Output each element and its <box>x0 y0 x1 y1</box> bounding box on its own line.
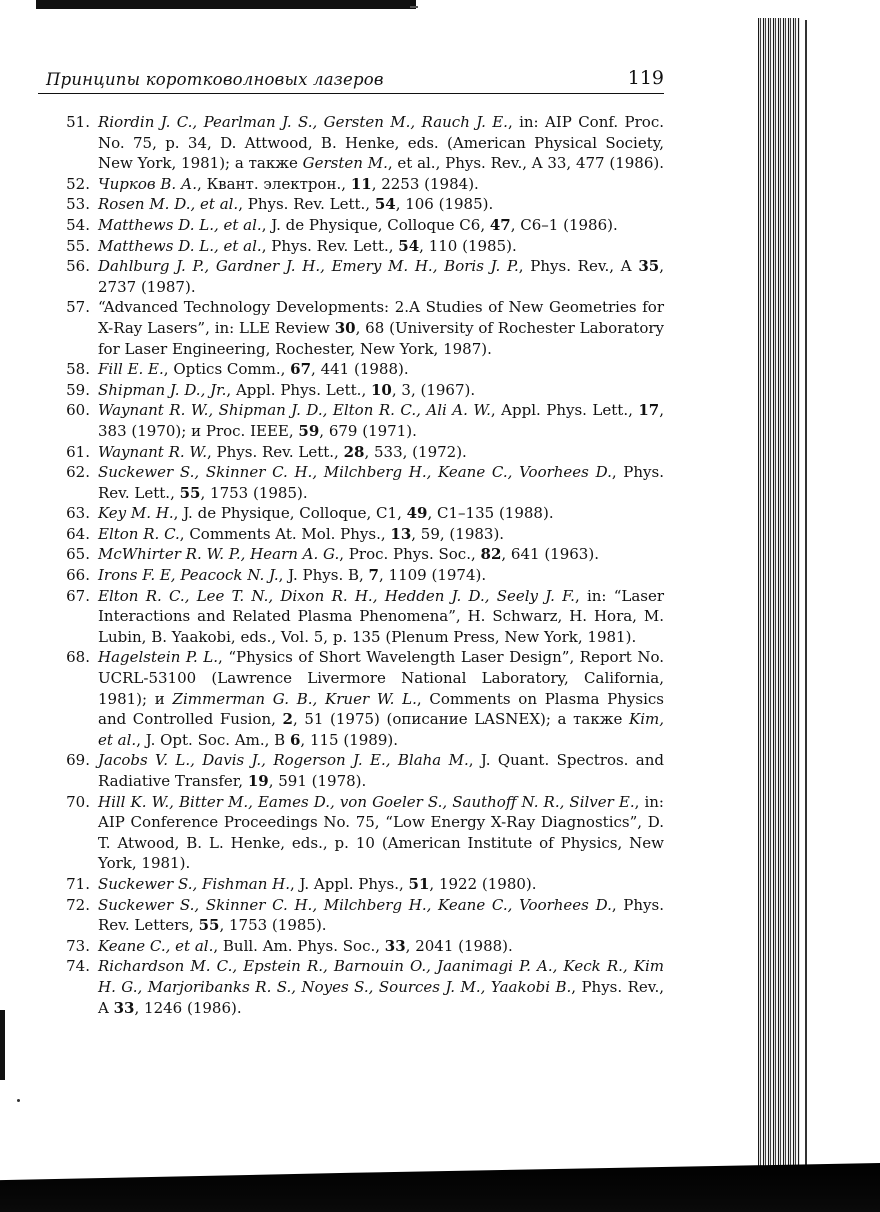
scan-top-shadow <box>36 0 416 9</box>
reference-item <box>58 194 664 215</box>
reference-item <box>58 524 664 545</box>
reference-number: 56. <box>66 257 90 276</box>
reference-authors: Jacobs V. L., Davis J., Rogerson J. E., Blaha M. <box>98 751 469 770</box>
reference-item <box>58 750 664 791</box>
reference-text: , in: AIP Conf. Proc. No. 75, p. 34, D. Attwood, B. Henke, eds. (American Physical Society, New York, 1981); а также <box>98 113 664 173</box>
reference-text: , 1922 (1980). <box>429 874 537 893</box>
reference-authors: Zimmerman G. B., Kruer W. L. <box>172 689 417 708</box>
running-header <box>38 65 664 94</box>
reference-authors: Dahlburg J. P., Gardner J. H., Emery M. H., Boris J. P. <box>98 257 519 276</box>
reference-number: 65. <box>66 545 90 564</box>
reference-item <box>58 503 664 524</box>
reference-text: , J. Appl. Phys., <box>290 874 409 893</box>
reference-authors: Richardson M. C., Epstein R., Barnouin O., Jaanimagi P. A., Keck R., Kim H. G., Marjoribanks R. S., Noyes S., Sources J. M., Yaakobi B. <box>98 957 664 996</box>
reference-authors: Shipman J. D., Jr. <box>98 380 227 399</box>
reference-authors: Waynant R. W. <box>98 442 207 461</box>
reference-volume: 55 <box>198 916 220 935</box>
reference-number: 60. <box>66 401 90 420</box>
reference-text: , 59, (1983). <box>411 524 505 543</box>
reference-number: 72. <box>66 895 90 914</box>
reference-item <box>58 359 664 380</box>
reference-text: , Phys. Rev. Letters, <box>98 895 664 935</box>
reference-item <box>58 236 664 257</box>
running-title: Принципы коротковолновых лазеров <box>46 70 384 89</box>
reference-authors: Key M. H. <box>98 504 174 523</box>
reference-authors: Kim, et al. <box>98 710 664 749</box>
reference-item <box>58 565 664 586</box>
reference-item <box>58 380 664 401</box>
reference-number: 61. <box>66 442 90 461</box>
reference-volume: 51 <box>408 874 430 893</box>
reference-text: , 679 (1971). <box>319 421 417 440</box>
reference-item <box>58 544 664 565</box>
reference-item <box>58 936 664 957</box>
reference-number: 55. <box>66 236 90 255</box>
reference-text: , 441 (1988). <box>311 360 409 379</box>
scan-speck <box>17 1099 20 1102</box>
reference-text: , 591 (1978). <box>268 772 367 790</box>
reference-authors: Rosen M. D., et al. <box>98 195 239 214</box>
reference-text: , Proc. Phys. Soc., <box>339 545 481 564</box>
reference-volume: 7 <box>368 566 379 585</box>
reference-text: , J. Opt. Soc. Am., B <box>136 730 290 749</box>
reference-volume: 28 <box>343 442 365 461</box>
reference-item <box>58 112 664 174</box>
reference-number: 51. <box>66 113 90 131</box>
reference-authors: Suckewer S., Skinner C. H., Milchberg H., Keane C., Voorhees D. <box>98 895 612 914</box>
reference-item <box>58 874 664 895</box>
reference-volume: 17 <box>638 401 660 420</box>
reference-number: 70. <box>66 792 90 811</box>
reference-text: , 533, (1972). <box>364 442 467 461</box>
reference-item <box>58 256 664 297</box>
reference-text: , Phys. Rev., A <box>518 257 639 276</box>
reference-text: , 115 (1989). <box>300 730 398 749</box>
reference-text: , “Physics of Short Wavelength Laser Design”, Report No. UCRL-53100 (Lawrence Livermore National Laboratory, California, 1981); и <box>98 648 665 708</box>
scan-bottom-shadow <box>0 1163 880 1212</box>
reference-number: 66. <box>66 566 90 585</box>
reference-volume: 54 <box>398 236 420 255</box>
reference-authors: Hill K. W., Bitter M., Eames D., von Goeler S., Sauthoff N. R., Silver E. <box>98 792 635 811</box>
reference-text: “Advanced Technology Developments: 2.A Studies of New Geometries for X-Ray Lasers”, in: LLE Review <box>98 298 664 337</box>
reference-number: 69. <box>66 751 90 770</box>
reference-text: , Phys. Rev. Lett., <box>98 463 664 502</box>
scan-page-edge-stripes <box>758 18 800 1173</box>
reference-number: 73. <box>66 936 90 955</box>
reference-text: , J. Phys. B, <box>278 566 369 585</box>
reference-number: 58. <box>66 360 90 379</box>
reference-authors: Matthews D. L., et al. <box>98 215 262 234</box>
reference-text: , 3, (1967). <box>391 380 476 399</box>
reference-authors: Elton R. C., Lee T. N., Dixon R. H., Hedden J. D., Seely J. F. <box>98 586 575 605</box>
reference-volume: 33 <box>113 998 135 1017</box>
reference-number: 64. <box>66 524 90 543</box>
reference-authors: McWhirter R. W. P., Hearn A. G. <box>98 545 340 564</box>
reference-volume: 33 <box>384 936 406 955</box>
reference-volume: 6 <box>289 730 301 749</box>
reference-text: , Phys. Rev. Lett., <box>238 195 375 214</box>
reference-volume: 2 <box>282 710 293 729</box>
scan-top-line <box>410 6 418 8</box>
reference-authors: Hagelstein P. L. <box>98 648 219 667</box>
reference-text: , Квант. электрон., <box>197 174 351 193</box>
reference-volume: 82 <box>480 545 502 564</box>
reference-item <box>58 442 664 463</box>
reference-authors: Elton R. C. <box>98 524 180 543</box>
reference-text: , Appl. Phys. Lett., <box>226 380 371 399</box>
reference-volume: 55 <box>179 483 201 502</box>
reference-text: , Bull. Am. Phys. Soc., <box>213 936 385 955</box>
reference-volume: 67 <box>290 360 312 379</box>
reference-text: , 2253 (1984). <box>371 174 479 193</box>
reference-volume: 19 <box>247 772 269 790</box>
reference-volume: 30 <box>334 318 356 337</box>
reference-text: , et al., Phys. Rev., A 33, 477 (1986). <box>387 154 665 173</box>
reference-item <box>58 792 664 874</box>
reference-number: 62. <box>66 463 90 482</box>
reference-text: , C6–1 (1986). <box>510 215 618 234</box>
reference-text: , Phys. Rev. Lett., <box>261 236 399 255</box>
reference-text: , Phys. Rev. Lett., <box>206 442 344 461</box>
reference-text: , 1753 (1985). <box>219 916 327 935</box>
page-number: 119 <box>627 67 664 89</box>
reference-volume: 11 <box>350 174 372 193</box>
reference-text: , J. de Physique, Colloque C6, <box>261 215 490 234</box>
reference-item <box>58 462 664 503</box>
reference-number: 71. <box>66 874 90 893</box>
reference-item <box>58 215 664 236</box>
reference-text: , in: “Laser Interactions and Related Plasma Phenomena”, H. Schwarz, H. Hora, M. Lubin, B. Yaakobi, eds., Vol. 5, p. 135 (Plenum Press, New York, 1981). <box>98 586 665 646</box>
reference-authors: Чирков В. А. <box>98 174 198 193</box>
reference-text: , 1246 (1986). <box>134 998 242 1017</box>
reference-authors: Riordin J. C., Pearlman J. S., Gersten M., Rauch J. E. <box>98 113 508 131</box>
reference-text: , 383 (1970); и Proc. IEEE, <box>98 401 664 440</box>
reference-text: , J. Quant. Spectros. and Radiative Transfer, <box>98 751 665 790</box>
reference-authors: Irons F. E, Peacock N. J. <box>98 566 279 585</box>
reference-list <box>58 112 664 1018</box>
reference-text: , 68 (University of Rochester Laboratory for Laser Engineering, Rochester, New York, 1987). <box>98 318 665 358</box>
reference-text: , 2737 (1987). <box>98 257 664 296</box>
reference-text: , C1–135 (1988). <box>427 504 554 523</box>
reference-text: , 2041 (1988). <box>405 936 513 955</box>
reference-text: , 641 (1963). <box>501 545 599 564</box>
scan-right-border <box>805 20 807 1180</box>
reference-authors: Matthews D. L., et al. <box>98 236 262 255</box>
reference-item <box>58 647 664 750</box>
reference-number: 63. <box>66 504 90 523</box>
reference-text: , Comments At. Mol. Phys., <box>179 524 391 543</box>
reference-authors: Gersten M. <box>302 154 388 173</box>
reference-number: 59. <box>66 380 90 399</box>
reference-authors: Suckewer S., Fishman H. <box>98 874 291 893</box>
reference-item <box>58 895 664 936</box>
reference-authors: Suckewer S., Skinner C. H., Milchberg H., Keane C., Voorhees D. <box>98 463 612 482</box>
reference-number: 53. <box>66 195 90 214</box>
reference-volume: 10 <box>371 380 392 399</box>
reference-number: 68. <box>66 648 90 667</box>
reference-authors: Waynant R. W., Shipman J. D., Elton R. C., Ali A. W. <box>98 401 491 420</box>
reference-text: , Appl. Phys. Lett., <box>490 401 639 420</box>
reference-volume: 54 <box>374 195 396 214</box>
reference-number: 67. <box>66 586 90 605</box>
reference-volume: 35 <box>638 257 660 276</box>
reference-text: , J. de Physique, Colloque, C1, <box>173 504 407 523</box>
reference-volume: 49 <box>406 504 428 523</box>
reference-item <box>58 400 664 441</box>
reference-number: 57. <box>66 298 90 317</box>
reference-volume: 59 <box>298 421 320 440</box>
reference-text: , in: AIP Conference Proceedings No. 75, “Low Energy X-Ray Diagnostics”, D. T. Atwood, B. L. Henke, eds., p. 10 (American Institute of Physics, New York, 1981). <box>98 792 664 873</box>
reference-text: , 1753 (1985). <box>200 483 308 502</box>
reference-text: , 110 (1985). <box>419 236 517 255</box>
reference-text: , 1109 (1974). <box>378 566 487 585</box>
reference-authors: Fill E. E. <box>98 360 164 379</box>
reference-authors: Keane C., et al. <box>98 936 214 955</box>
reference-text: , 51 (1975) (описание LASNEX); а также <box>292 710 629 729</box>
reference-text: , Optics Comm., <box>163 360 291 379</box>
reference-text: , Phys. Rev., A <box>98 977 664 1017</box>
reference-item <box>58 174 664 195</box>
reference-text: , 106 (1985). <box>395 195 494 214</box>
reference-item <box>58 956 664 1018</box>
reference-text: , Comments on Plasma Physics and Controlled Fusion, <box>98 689 664 729</box>
reference-number: 54. <box>66 215 90 234</box>
reference-item <box>58 297 664 359</box>
scan-left-mark <box>0 1010 5 1080</box>
reference-number: 74. <box>66 957 90 976</box>
reference-volume: 47 <box>489 215 511 234</box>
reference-volume: 13 <box>390 524 412 543</box>
reference-item <box>58 586 664 648</box>
reference-number: 52. <box>66 174 90 193</box>
